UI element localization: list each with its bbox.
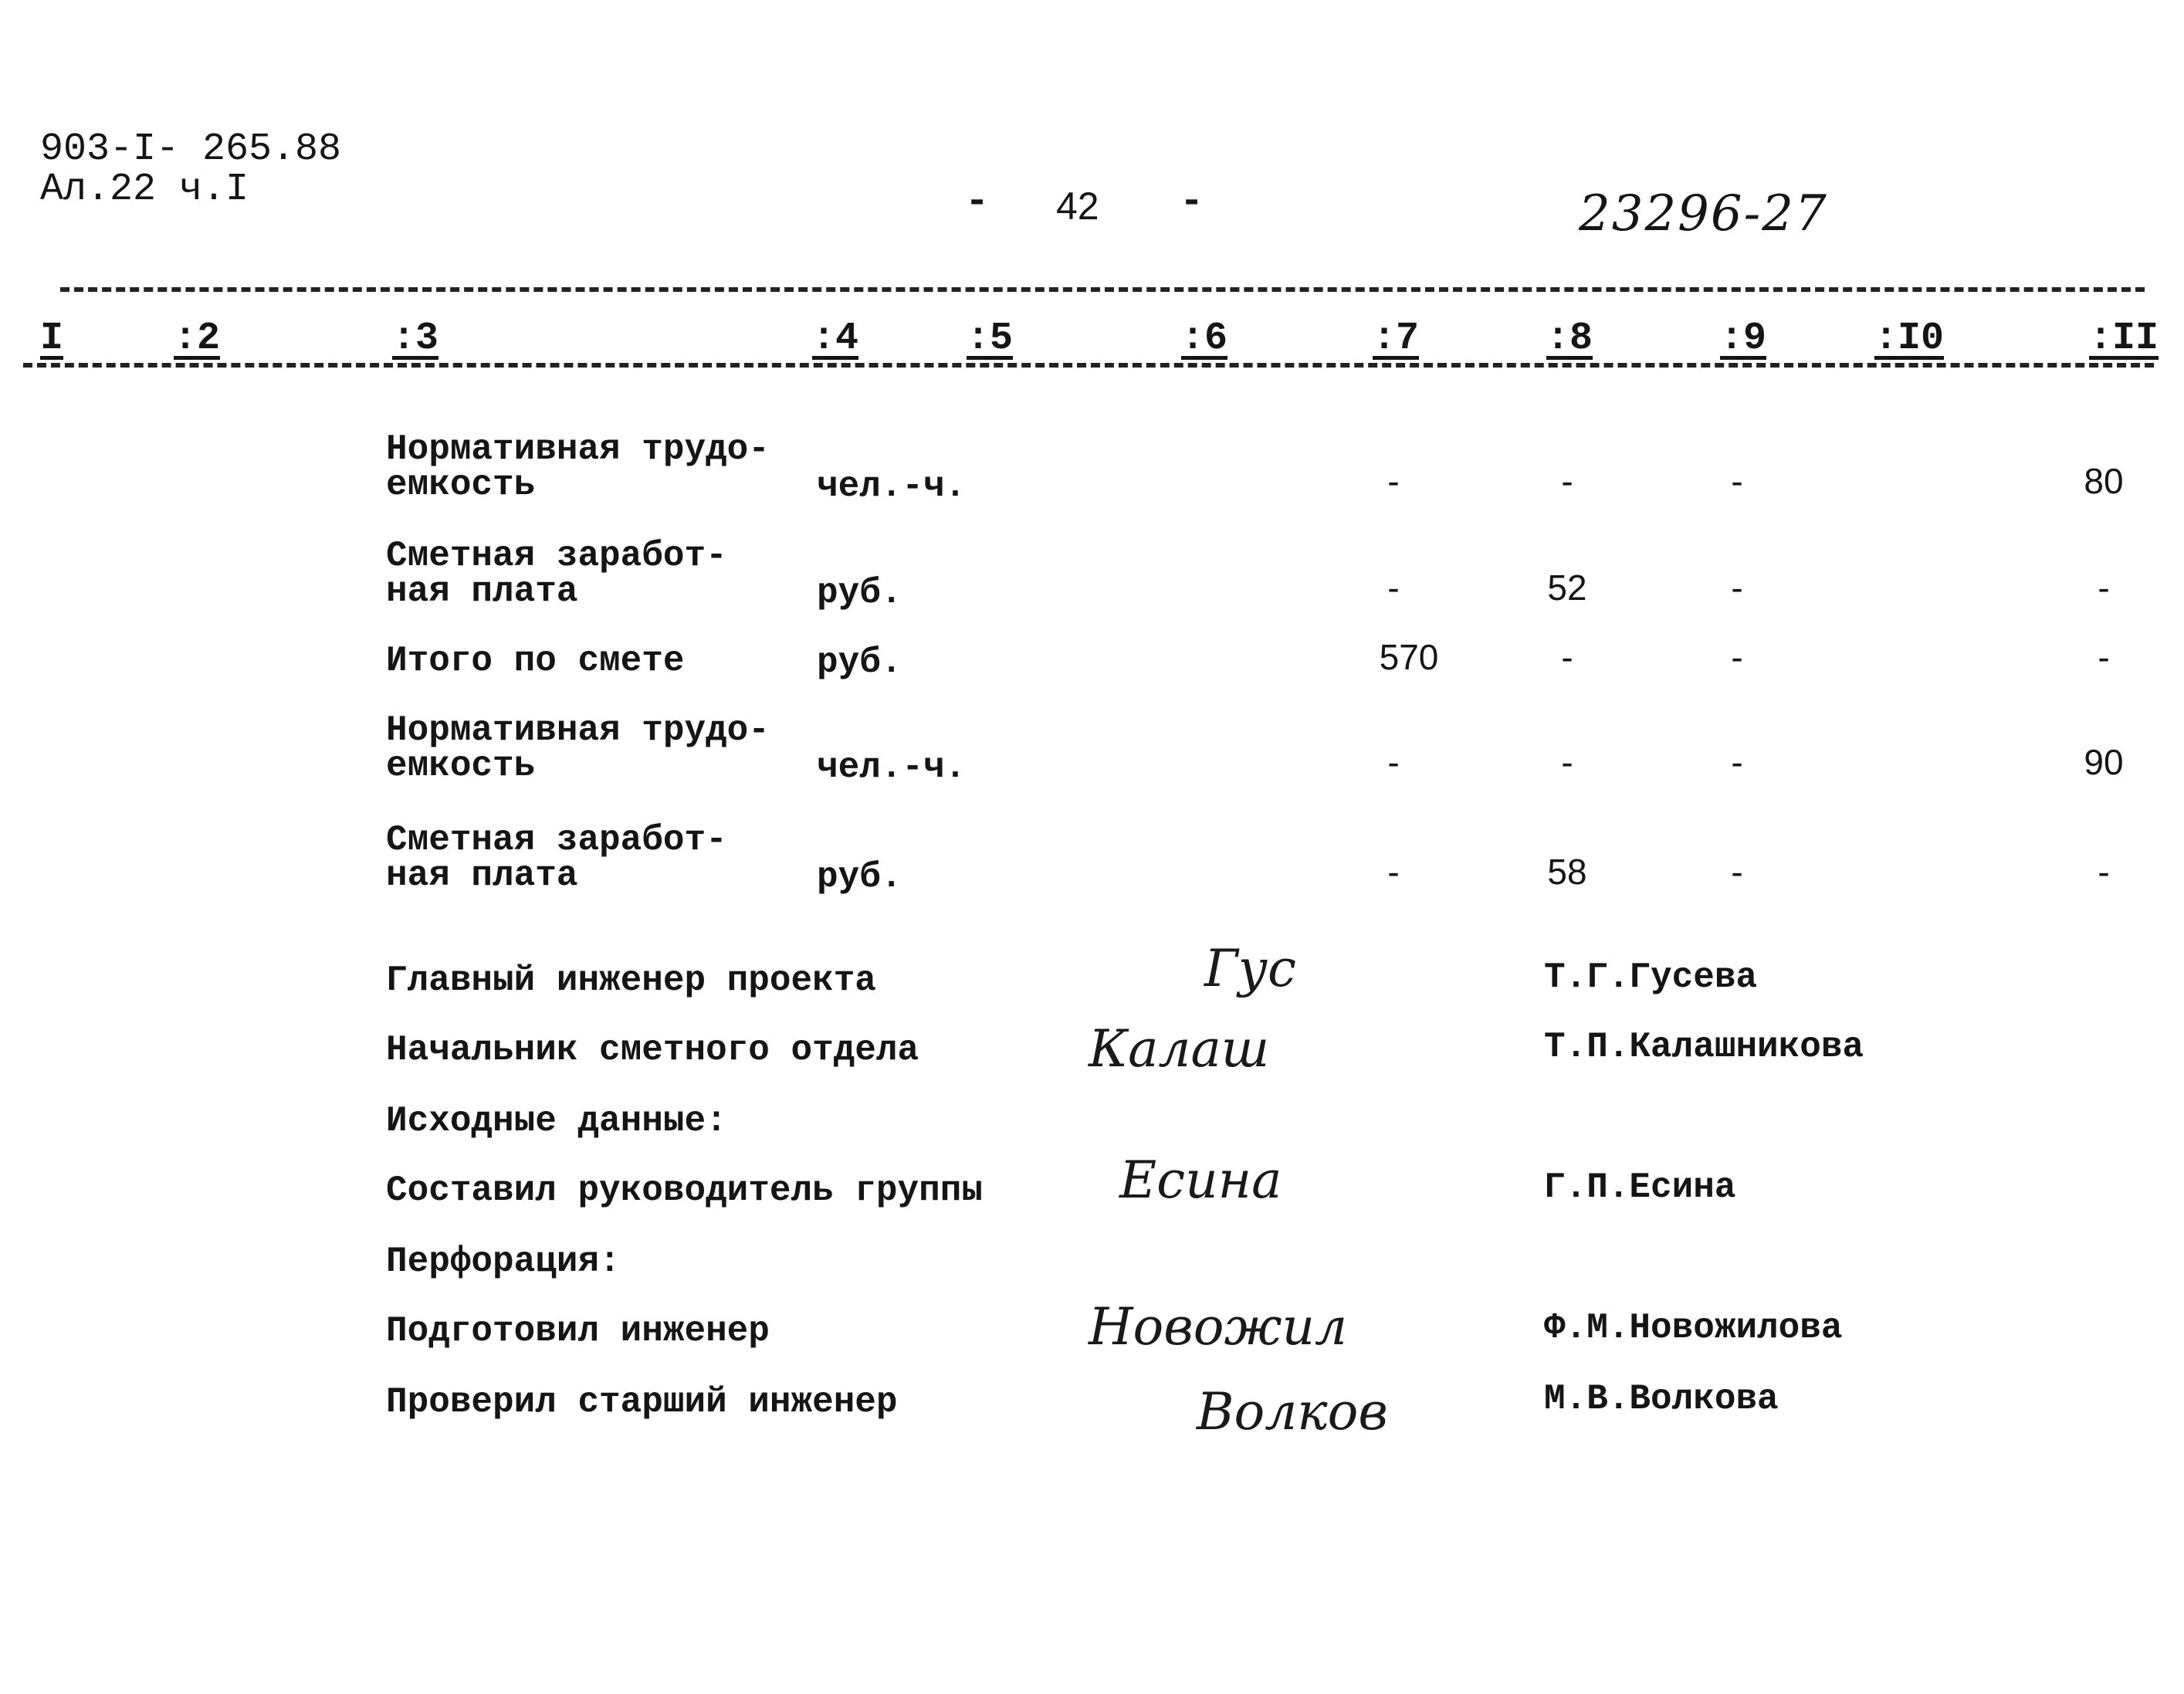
document-code: [40, 127, 342, 212]
row-label-line1: Сметная заработ-: [386, 536, 727, 576]
table-top-rule: [60, 287, 2145, 292]
row-unit: руб.: [817, 857, 902, 897]
row-label-line1: Итого по смете: [386, 641, 685, 681]
signature-title: Составил руководитель группы: [386, 1171, 983, 1211]
row-col8: -: [1561, 637, 1573, 677]
row-col8: -: [1561, 461, 1573, 501]
column-number: I: [40, 317, 64, 361]
signatory-name: Ф.М.Новожилова: [1544, 1308, 1843, 1348]
handwritten-signature: Волков: [1197, 1382, 1388, 1442]
column-number: :6: [1181, 317, 1228, 361]
row-col9: -: [1731, 461, 1743, 501]
handwritten-signature: Новожил: [1089, 1297, 1347, 1357]
signature-title: Перфорация:: [386, 1242, 621, 1282]
signatory-name: Г.П.Есина: [1544, 1167, 1736, 1208]
column-number: :8: [1546, 317, 1593, 361]
row-unit: руб.: [817, 573, 902, 613]
row-label-line2: емкость: [386, 465, 536, 505]
handwritten-signature: Калаш: [1089, 1019, 1270, 1079]
signature-title: Исходные данные:: [386, 1101, 727, 1141]
row-col9: -: [1731, 567, 1743, 608]
column-number: :2: [174, 317, 221, 361]
row-label-line2: ная плата: [386, 571, 578, 612]
row-col9: -: [1731, 742, 1743, 782]
row-col11: 90: [2084, 742, 2124, 782]
row-col7: -: [1387, 742, 1400, 782]
row-unit: руб.: [817, 642, 902, 683]
signature-title: Главный инженер проекта: [386, 960, 876, 1001]
row-col8: 58: [1547, 852, 1587, 892]
column-number: :4: [812, 317, 859, 361]
column-number: :5: [967, 317, 1014, 361]
row-label-line1: Нормативная трудо-: [386, 710, 770, 750]
signature-title: Проверил старший инженер: [386, 1382, 898, 1422]
row-col7: 570: [1379, 637, 1439, 677]
row-col7: -: [1387, 567, 1400, 608]
row-col7: -: [1387, 852, 1400, 892]
row-unit: чел.-ч.: [817, 466, 967, 507]
signatory-name: Т.Г.Гусева: [1544, 957, 1758, 998]
document-code-line2: Ал.22 ч.I: [40, 168, 249, 212]
column-number: :II: [2089, 317, 2159, 361]
table-header-rule: [23, 363, 2154, 368]
row-col11: -: [2098, 567, 2110, 608]
handwritten-signature: Гус: [1204, 939, 1296, 998]
signatory-name: Т.П.Калашникова: [1544, 1027, 1864, 1067]
page-number: 42: [1056, 185, 1099, 228]
column-number: :I0: [1874, 317, 1945, 361]
column-number: :9: [1720, 317, 1767, 361]
row-label-line1: Сметная заработ-: [386, 820, 727, 860]
row-label-line2: ная плата: [386, 855, 578, 896]
row-unit: чел.-ч.: [817, 747, 967, 788]
document-code-line1: 903-I- 265.88: [40, 127, 342, 171]
row-col7: -: [1387, 461, 1400, 501]
row-col8: -: [1561, 742, 1573, 782]
page-dash-left: -: [965, 179, 990, 225]
signature-title: Подготовил инженер: [386, 1311, 770, 1351]
row-label-line1: Нормативная трудо-: [386, 429, 770, 469]
signatory-name: М.В.Волкова: [1544, 1379, 1779, 1419]
row-col11: 80: [2084, 461, 2124, 501]
row-col8: 52: [1547, 567, 1587, 608]
handwritten-signature: Есина: [1119, 1150, 1282, 1210]
column-number: :3: [392, 317, 439, 361]
row-col9: -: [1731, 852, 1743, 892]
row-col9: -: [1731, 637, 1743, 677]
row-col11: -: [2098, 637, 2110, 677]
row-col11: -: [2098, 852, 2110, 892]
page-dash-right: -: [1180, 179, 1204, 225]
inventory-number: 23296-27: [1579, 185, 1828, 242]
signature-title: Начальник сметного отдела: [386, 1030, 919, 1070]
column-number: :7: [1373, 317, 1420, 361]
row-label-line2: емкость: [386, 746, 536, 786]
